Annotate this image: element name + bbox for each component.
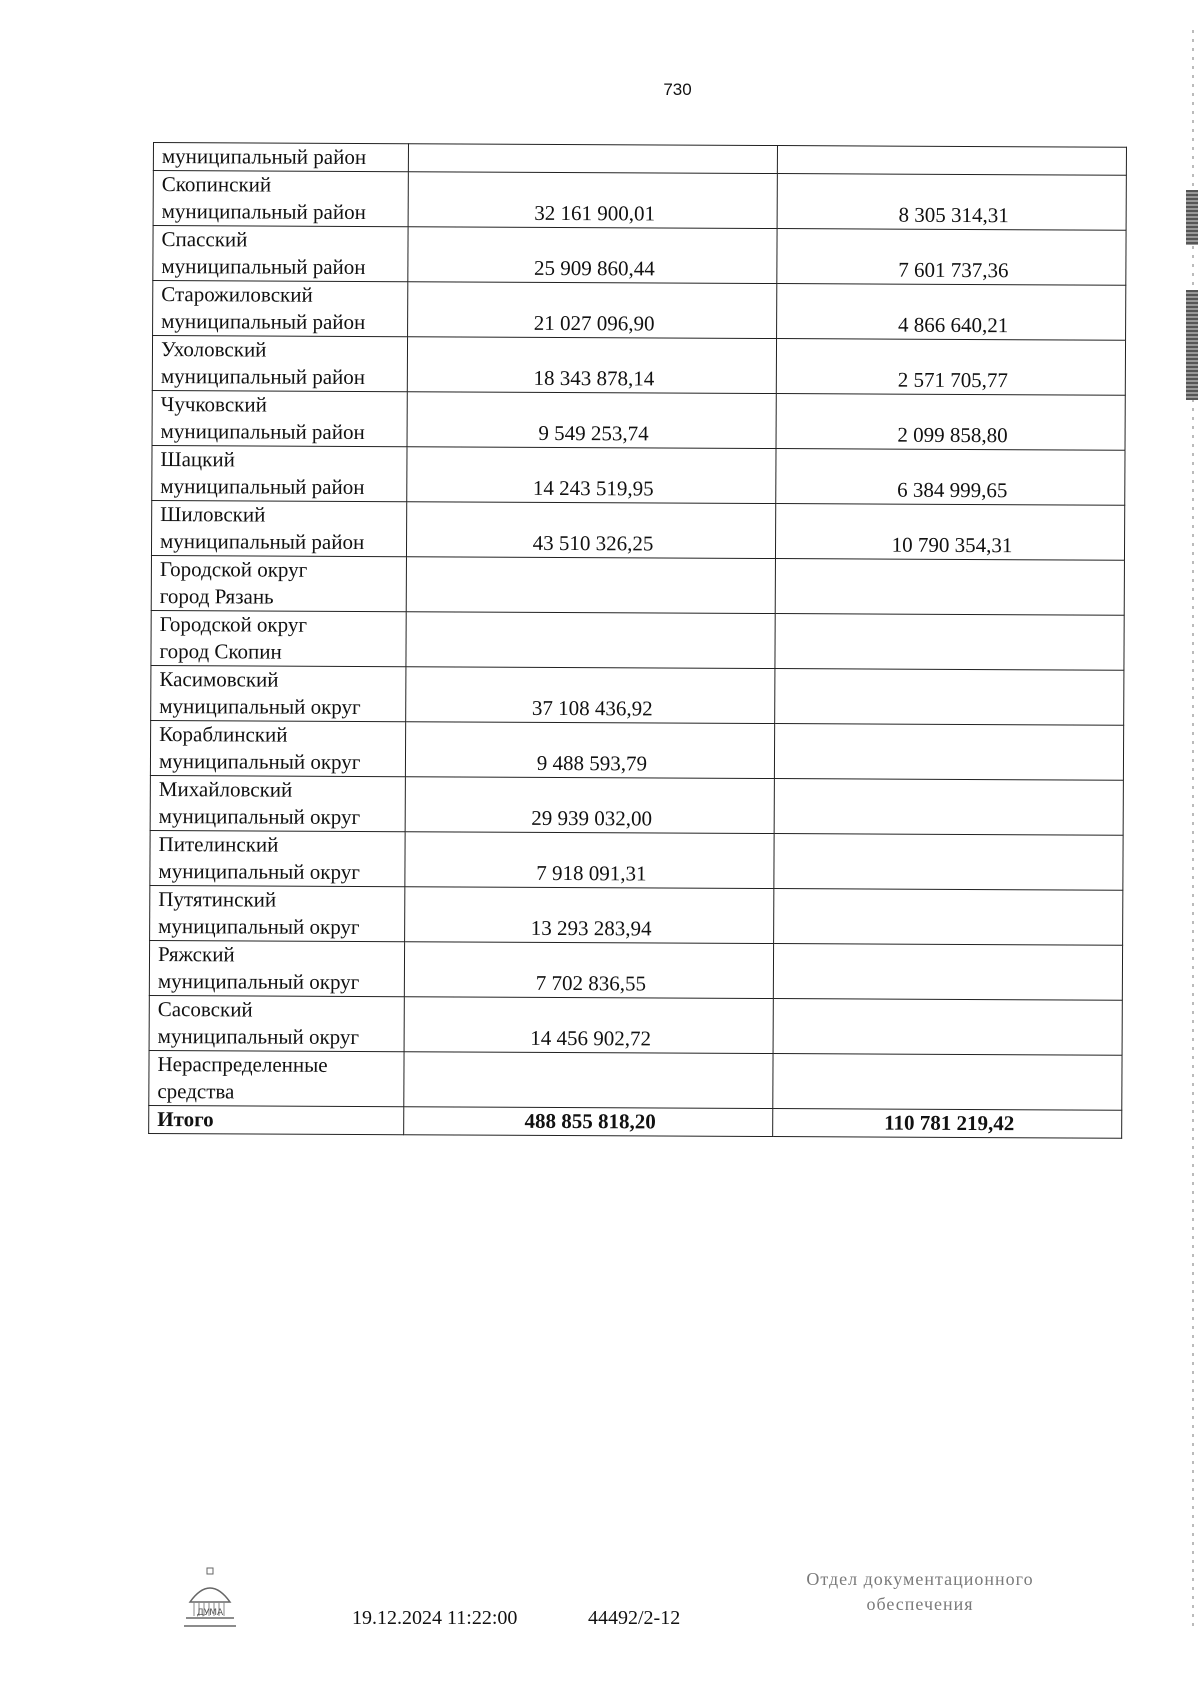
municipality-cell <box>153 171 408 227</box>
municipality-name-line: муниципальный округ <box>159 694 361 720</box>
municipality-name-line: муниципальный округ <box>158 859 360 885</box>
table-body <box>149 143 1127 1139</box>
table-container <box>148 142 1126 1139</box>
amount-cell-col2: 18 343 878,14 <box>407 337 776 394</box>
amount-cell-col2: 25 909 860,44 <box>408 227 777 284</box>
amount-cell-col2: 32 161 900,01 <box>408 172 777 229</box>
municipality-name-line: Кораблинский <box>159 722 288 747</box>
municipality-cell <box>149 940 404 996</box>
municipality-name-line: муниципальный район <box>160 419 365 445</box>
municipality-name-line: Старожиловский <box>161 282 313 307</box>
amount-cell-col2: 37 108 436,92 <box>406 667 775 724</box>
municipality-name-line: Ряжский <box>157 942 235 967</box>
municipality-name-line: Чучковский <box>160 392 267 417</box>
table-row <box>152 390 1125 450</box>
amount-cell-col3 <box>773 1054 1122 1111</box>
municipality-cell <box>149 1050 404 1106</box>
municipality-cell <box>150 830 405 886</box>
municipality-name-line: город Рязань <box>159 584 274 609</box>
page-number: 730 <box>663 80 692 99</box>
municipality-cell <box>151 610 406 666</box>
amount-cell-col3: 6 384 999,65 <box>776 449 1125 506</box>
municipality-name-line: Пителинский <box>158 832 279 857</box>
total-col3-cell: 110 781 219,42 <box>773 1109 1122 1139</box>
municipality-cell <box>150 775 405 831</box>
amount-cell-col3 <box>774 834 1123 891</box>
municipality-name-line: муниципальный район <box>161 144 367 170</box>
amount-cell-col3 <box>774 724 1123 781</box>
amount-cell-col3: 2 099 858,80 <box>776 394 1125 451</box>
table-row <box>153 281 1126 341</box>
municipality-name-line: муниципальный район <box>160 474 365 500</box>
municipality-cell <box>151 500 406 556</box>
department-stamp <box>765 1567 1075 1617</box>
table-row <box>153 171 1126 231</box>
table-row <box>151 555 1124 615</box>
municipality-cell <box>152 390 407 446</box>
municipality-name-line: муниципальный округ <box>157 1024 360 1050</box>
municipality-name-line: средства <box>157 1079 235 1104</box>
amount-cell-col3: 4 866 640,21 <box>777 284 1126 341</box>
amount-cell-col3: 8 305 314,31 <box>777 174 1126 231</box>
amount-cell-col3 <box>773 944 1122 1001</box>
amount-cell-col2: 9 488 593,79 <box>405 722 774 779</box>
amount-cell-col3 <box>775 559 1124 616</box>
municipality-name-line: муниципальный район <box>161 199 366 225</box>
table-row <box>149 940 1122 1000</box>
municipality-name-line: муниципальный район <box>159 529 365 555</box>
table-row <box>151 610 1124 670</box>
amount-cell-col2 <box>404 1052 773 1109</box>
registration-datetime: 19.12.2024 11:22:00 <box>352 1607 518 1629</box>
municipality-cell <box>150 885 405 941</box>
municipality-name-line: город Скопин <box>159 639 282 664</box>
amount-cell-col2: 14 456 902,72 <box>404 997 773 1054</box>
municipality-cell <box>152 336 407 392</box>
municipality-cell <box>151 665 406 721</box>
amount-cell-col3: 7 601 737,36 <box>777 229 1126 286</box>
table-row <box>152 336 1125 396</box>
table-row <box>152 445 1125 505</box>
scan-edge-marks <box>1178 0 1200 1695</box>
municipality-name-line: Спасский <box>161 227 248 252</box>
amount-cell-col2: 21 027 096,90 <box>408 282 777 339</box>
budget-distribution-table <box>148 142 1127 1139</box>
registration-number: 44492/2-12 <box>588 1607 681 1629</box>
municipality-name-line: муниципальный район <box>160 364 366 390</box>
table-row <box>153 226 1126 286</box>
table-row <box>153 143 1126 176</box>
municipality-name-line: Михайловский <box>158 777 293 802</box>
table-row <box>151 665 1124 725</box>
municipality-cell <box>153 226 408 282</box>
amount-cell-col2: 7 918 091,31 <box>405 832 774 889</box>
amount-cell-col2: 29 939 032,00 <box>405 777 774 834</box>
total-row <box>149 1105 1122 1138</box>
amount-cell-col3 <box>774 889 1123 946</box>
amount-cell-col2: 43 510 326,25 <box>406 502 775 559</box>
municipality-name-line: Шацкий <box>160 447 235 472</box>
municipality-cell <box>150 720 405 776</box>
table-row <box>149 995 1122 1055</box>
municipality-cell <box>153 281 408 337</box>
municipality-name-line: Нераспределенные <box>157 1052 328 1077</box>
table-row <box>149 1050 1122 1110</box>
amount-cell-col3 <box>775 614 1124 671</box>
amount-cell-col2: 9 549 253,74 <box>407 392 776 449</box>
municipality-name-line: Городской округ <box>159 612 308 637</box>
total-col2-cell: 488 855 818,20 <box>404 1107 773 1137</box>
municipality-cell <box>153 143 408 172</box>
municipality-cell <box>152 445 407 501</box>
municipality-name-line: муниципальный район <box>161 254 366 280</box>
amount-cell-col2 <box>408 144 777 174</box>
total-label-cell: Итого <box>149 1105 404 1134</box>
municipality-name-line: Ухоловский <box>160 337 267 362</box>
amount-cell-col2: 14 243 519,95 <box>407 447 776 504</box>
amount-cell-col2 <box>406 557 775 614</box>
table-row <box>150 775 1123 835</box>
stamp-line: обеспечения <box>866 1594 974 1614</box>
municipality-name-line: муниципальный округ <box>158 749 361 775</box>
duma-emblem-icon <box>180 1566 240 1630</box>
municipality-name-line: муниципальный округ <box>157 969 360 995</box>
amount-cell-col2: 7 702 836,55 <box>404 942 773 999</box>
municipality-name-line: Шиловский <box>160 502 266 527</box>
municipality-cell <box>151 555 406 611</box>
amount-cell-col3 <box>777 146 1126 176</box>
municipality-cell <box>149 995 404 1051</box>
stamp-line: Отдел документационного <box>806 1569 1034 1589</box>
table-row <box>150 885 1123 945</box>
municipality-name-line: Путятинский <box>158 887 277 912</box>
amount-cell-col2 <box>406 612 775 669</box>
svg-text:ДУМА: ДУМА <box>196 1608 224 1618</box>
amount-cell-col3 <box>773 999 1122 1056</box>
municipality-name-line: Скопинский <box>161 172 272 197</box>
amount-cell-col3: 10 790 354,31 <box>775 504 1124 561</box>
municipality-name-line: муниципальный округ <box>158 914 360 940</box>
municipality-name-line: муниципальный район <box>161 309 366 335</box>
table-row <box>150 720 1123 780</box>
table-row <box>150 830 1123 890</box>
amount-cell-col3 <box>775 669 1124 726</box>
municipality-name-line: Сасовский <box>157 997 253 1022</box>
amount-cell-col3: 2 571 705,77 <box>776 339 1125 396</box>
municipality-name-line: муниципальный округ <box>158 804 361 830</box>
amount-cell-col2: 13 293 283,94 <box>405 887 774 944</box>
municipality-name-line: Касимовский <box>159 667 279 692</box>
amount-cell-col3 <box>774 779 1123 836</box>
table-row <box>151 500 1124 560</box>
municipality-name-line: Городской округ <box>159 557 308 582</box>
